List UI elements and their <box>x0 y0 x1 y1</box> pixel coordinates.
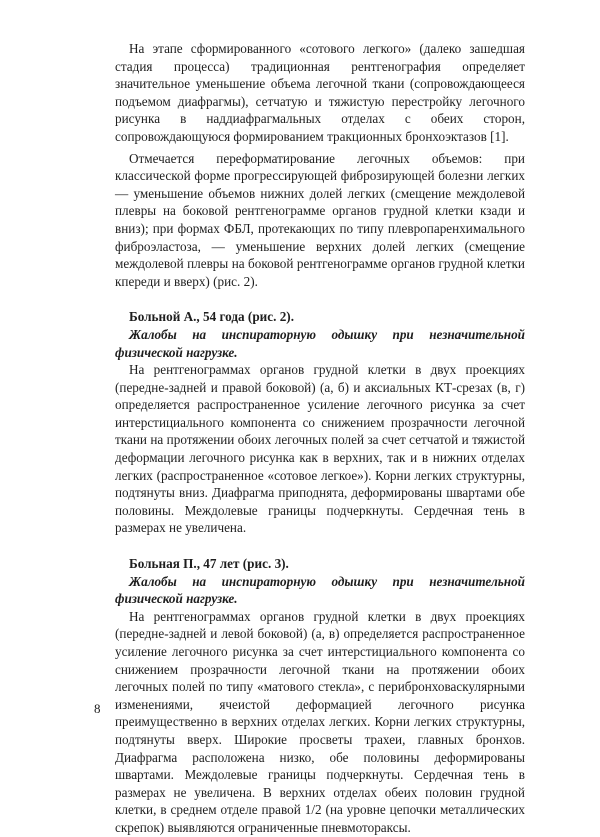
case-heading: Больной А., 54 года (рис. 2). <box>129 309 294 325</box>
intro-paragraph-1: На этапе сформированного «сотового легкого» (далеко зашедшая стадия процесса) традиционная рентгенография определяет значительное уменьшение объема легочной ткани (сопровождающееся подъемом диафрагмы), сетчатую и тяжистую перестройку легочного рисунка в наддиафрагмальных отделах с обеих сторон, сопровождающуюся формированием тракционных бронхоэктазов [1]. <box>115 41 525 144</box>
intro-paragraph-2: Отмечается переформатирование легочных объемов: при классической форме прогрессирующей фиброзирующей болезни легких — уменьшение объемов нижних долей легких (смещение междолевой плевры на боковой рентгенограмме органов грудной клетки кзади и вниз); при формах ФБЛ, протекающих по типу плевропаренхимального фиброэластоза, — уменьшение верхних долей легких (смещение междолевой плевры на боковой рентгенограмме органов грудной клетки кпереди и вверх) (рис. 2). <box>115 150 525 289</box>
page-body <box>115 40 525 837</box>
case-block-1 <box>115 308 525 537</box>
case-heading: Больная П., 47 лет (рис. 3). <box>129 556 289 572</box>
case-block-2 <box>115 555 525 837</box>
case-findings: На рентгенограммах органов грудной клетки в двух проекциях (передне-задней и правой боковой) (а, б) и аксиальных КТ-срезах (в, г) определяется распространенное усиление легочного рисунка за счет интерстициального компонента со снижением прозрачности легочной ткани на протяжении обоих легочных полей за счет сетчатой и тяжистой деформации легочного рисунка как в верхних, так и в нижних отделах легких (распространенное «сотовое легкое»). Корни легких структурны, подтянуты вниз. Диафрагма приподнята, деформированы швартами обе половины. Междолевые границы подчеркнуты. Сердечная тень в размерах не увеличена. <box>115 362 525 536</box>
page-number: 8 <box>94 701 101 716</box>
case-findings: На рентгенограммах органов грудной клетки в двух проекциях (передне-задней и левой боковой) (а, в) определяется распространенное усиление легочного рисунка за счет интерстициального компонента со снижением прозрачности легочной ткани на протяжении обоих легочных полей по типу «матового стекла», с перибронховаскулярными изменениями, ячеистой деформацией легочного рисунка преимущественно в верхних отделах легких. Корни легких структурны, подтянуты вверх. Широкие просветы трахеи, главных бронхов. Диафрагма расположена низко, обе половины деформированы швартами. Междолевые границы подчеркнуты. Сердечная тень в размерах не увеличена. В верхних отделах обеих половин грудной клетки, в среднем отделе правой 1/2 (на уровне цепочки металлических скрепок) выявляются ограниченные пневмотораксы. <box>115 608 525 835</box>
case-complaint: Жалобы на инспираторную одышку при незначительной физической нагрузке. <box>115 326 525 360</box>
case-complaint: Жалобы на инспираторную одышку при незначительной физической нагрузке. <box>115 573 525 607</box>
